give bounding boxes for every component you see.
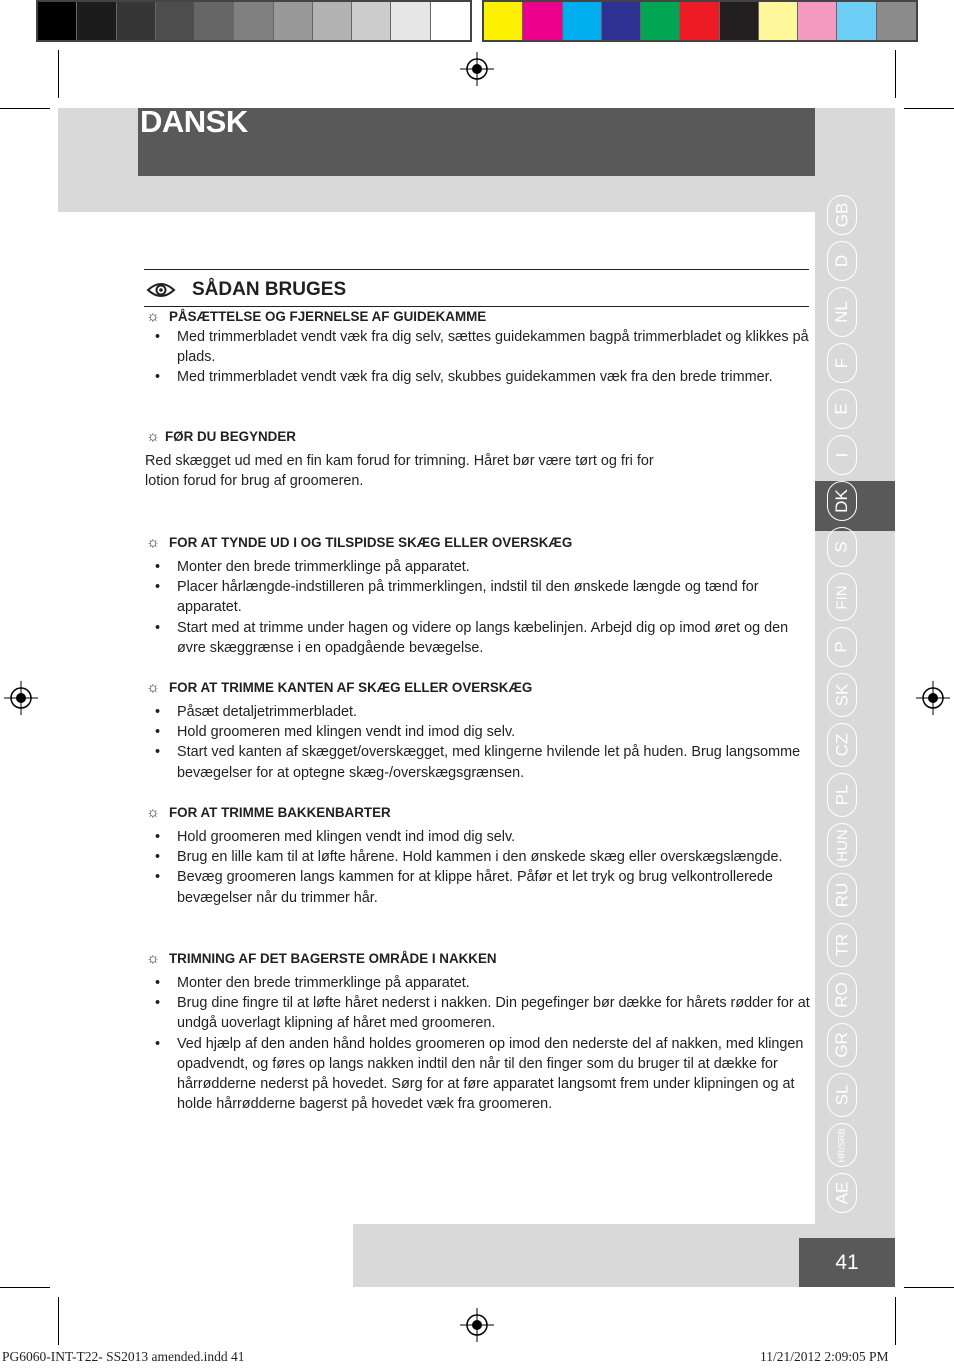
language-tab[interactable] xyxy=(827,527,857,567)
list-item: • Med trimmerbladet vendt væk fra dig selv, skubbes guidekammen væk fra den brede trimmer. xyxy=(145,367,810,387)
footer-file-name: PG6060-INT-T22- SS2013 amended.indd 41 xyxy=(2,1349,245,1364)
language-tab-label: HR/SRB xyxy=(836,1127,847,1163)
color-swatch xyxy=(234,2,273,40)
language-tab-label: GB xyxy=(832,202,851,228)
language-tab-label: CZ xyxy=(831,733,851,757)
language-tab[interactable] xyxy=(827,923,857,967)
list-item: • Ved hjælp af den anden hånd holdes groomeren op imod den nederste del af nakken, med klingen opadvendt, og føres op langs nakken indtil den når til den finger som du bruger til at dække for hårrødderne nederst på hovedet. Sørg for at føre apparatet langsomt frem under klipningen og at holde hårrødderne bagerst på hovedet væk fra groomeren. xyxy=(145,1034,810,1115)
language-tab[interactable] xyxy=(827,973,857,1017)
language-tab[interactable] xyxy=(827,1173,857,1213)
subsection-title: FØR DU BEGYNDER xyxy=(165,428,296,444)
eye-icon xyxy=(146,280,176,300)
color-swatch xyxy=(195,2,234,40)
sun-icon: ☼ xyxy=(146,803,160,821)
subsection xyxy=(145,427,810,491)
crop-mark xyxy=(895,50,896,98)
language-tab-label: NL xyxy=(831,301,851,323)
color-swatch xyxy=(563,2,602,40)
section-title: SÅDAN BRUGES xyxy=(192,279,347,300)
subsection-title: FOR AT TYNDE UD I OG TILSPIDSE SKÆG ELLER OVERSKÆG xyxy=(169,534,573,550)
list-item: • Monter den brede trimmerklinge på apparatet. xyxy=(145,557,810,577)
language-tab-label: GR xyxy=(832,1032,851,1058)
subsection-title: TRIMNING AF DET BAGERSTE OMRÅDE I NAKKEN xyxy=(169,950,497,966)
language-tab[interactable] xyxy=(827,1073,857,1117)
crop-mark xyxy=(895,1297,896,1345)
sun-icon: ☼ xyxy=(146,949,160,967)
color-swatch xyxy=(798,2,837,40)
language-tab[interactable] xyxy=(827,873,857,917)
sun-icon: ☼ xyxy=(146,533,160,551)
bullet-list xyxy=(145,827,810,908)
language-tab-label: D xyxy=(832,254,851,268)
subsection xyxy=(145,307,810,388)
list-item: • Bevæg groomeren langs kammen for at klippe håret. Påfør et let tryk og brug velkontrollerede bevægelser når du trimmer hår. xyxy=(145,867,810,907)
color-swatch xyxy=(156,2,195,40)
subsection-heading xyxy=(145,803,810,823)
color-swatch xyxy=(431,2,470,40)
language-tab-label: F xyxy=(831,357,851,369)
subsection-heading xyxy=(145,533,810,553)
section-heading xyxy=(146,279,346,301)
color-swatch xyxy=(877,2,916,40)
subsection-title: PÅSÆTTELSE OG FJERNELSE AF GUIDEKAMME xyxy=(169,308,487,324)
language-tab-label: E xyxy=(832,403,851,415)
crop-mark xyxy=(904,1287,954,1288)
registration-mark-icon xyxy=(460,52,494,86)
language-tab[interactable] xyxy=(827,723,857,767)
list-item: • Brug dine fingre til at løfte håret nederst i nakken. Din pegefinger bør dække for hårets rødder for at undgå uoverlagt klipning af håret med groomeren. xyxy=(145,993,810,1033)
color-swatch xyxy=(77,2,116,40)
paragraph xyxy=(145,451,810,491)
subsection xyxy=(145,803,810,908)
crop-mark xyxy=(904,108,954,109)
sun-icon: ☼ xyxy=(146,307,160,325)
subsection xyxy=(145,533,810,658)
language-tab[interactable] xyxy=(827,1023,857,1067)
subsection xyxy=(145,678,810,783)
language-tab-label: RO xyxy=(832,982,851,1008)
language-tab-label: PL xyxy=(831,784,851,806)
sun-icon: ☼ xyxy=(146,427,160,445)
color-swatch xyxy=(274,2,313,40)
list-item: • Placer hårlængde-indstilleren på trimmerklingen, indstil til den ønskede længde og tænd for apparatet. xyxy=(145,577,810,617)
page-number: 41 xyxy=(799,1238,895,1287)
paragraph-line: lotion forud for brug af groomeren. xyxy=(145,473,364,490)
color-swatch xyxy=(313,2,352,40)
language-tab[interactable] xyxy=(827,389,857,429)
crop-mark xyxy=(58,50,59,98)
color-swatch xyxy=(117,2,156,40)
language-tab-label: DK xyxy=(832,489,851,513)
color-swatch-bar xyxy=(482,0,918,42)
language-tab[interactable] xyxy=(827,673,857,717)
color-swatch xyxy=(38,2,77,40)
subsection xyxy=(145,949,810,1114)
subsection-heading xyxy=(145,427,810,447)
language-tab-label: I xyxy=(831,452,851,458)
divider xyxy=(144,269,809,270)
subsection-title: FOR AT TRIMME KANTEN AF SKÆG ELLER OVERSKÆG xyxy=(169,679,533,695)
sun-icon: ☼ xyxy=(146,678,160,696)
language-tab-label: HUN xyxy=(833,828,851,862)
list-item: • Monter den brede trimmerklinge på apparatet. xyxy=(145,973,810,993)
color-swatch xyxy=(352,2,391,40)
language-tab[interactable] xyxy=(827,1123,857,1167)
language-tab-label: FIN xyxy=(833,584,851,610)
list-item: • Brug en lille kam til at løfte hårene. Hold kammen i den ønskede skæg eller overskægslængde. xyxy=(145,847,810,867)
language-tab-label: RU xyxy=(832,882,851,908)
language-tab[interactable] xyxy=(827,481,857,521)
crop-mark xyxy=(0,1287,50,1288)
language-tab-label: SL xyxy=(831,1084,851,1106)
language-tab[interactable] xyxy=(827,573,857,621)
bullet-list xyxy=(145,702,810,783)
crop-mark xyxy=(58,1297,59,1345)
list-item: • Start ved kanten af skægget/overskægget, med klingerne hvilende let på huden. Brug langsomme bevægelser for at optegne skæg-/overskægsgrænsen. xyxy=(145,742,810,782)
bullet-list xyxy=(145,973,810,1114)
language-tab[interactable] xyxy=(827,241,857,281)
color-swatch xyxy=(720,2,759,40)
subsection-heading xyxy=(145,307,810,327)
language-tab-label: AE xyxy=(832,1181,851,1205)
language-tab[interactable] xyxy=(827,287,857,337)
language-tab[interactable] xyxy=(827,627,857,667)
registration-mark-icon xyxy=(4,681,38,715)
list-item: • Hold groomeren med klingen vendt ind imod dig selv. xyxy=(145,827,810,847)
color-swatch xyxy=(391,2,430,40)
color-swatch xyxy=(484,2,523,40)
language-tab[interactable] xyxy=(827,195,857,235)
subsection-heading xyxy=(145,678,810,698)
subsection-heading xyxy=(145,949,810,969)
footer-timestamp: 11/21/2012 2:09:05 PM xyxy=(760,1349,889,1364)
page-title: DANSK xyxy=(140,104,248,139)
color-swatch xyxy=(759,2,798,40)
language-tab-label: TR xyxy=(831,933,851,957)
color-swatch xyxy=(602,2,641,40)
list-item: • Hold groomeren med klingen vendt ind imod dig selv. xyxy=(145,722,810,742)
language-tab[interactable] xyxy=(827,773,857,817)
list-item: • Start med at trimme under hagen og videre op langs kæbelinjen. Arbejd dig op imod øret og den øvre skæggrænse i en opadgående bevægelse. xyxy=(145,618,810,658)
language-tab[interactable] xyxy=(827,343,857,383)
color-swatch xyxy=(523,2,562,40)
grayscale-swatch-bar xyxy=(36,0,472,42)
color-swatch xyxy=(837,2,876,40)
language-tab-label: SK xyxy=(832,683,851,707)
registration-mark-icon xyxy=(916,681,950,715)
color-swatch xyxy=(641,2,680,40)
bullet-list xyxy=(145,557,810,658)
language-tab-label: S xyxy=(832,541,851,553)
bullet-list xyxy=(145,327,810,388)
language-tab[interactable] xyxy=(827,823,857,867)
crop-mark xyxy=(0,108,50,109)
registration-mark-icon xyxy=(460,1308,494,1342)
subsection-title: FOR AT TRIMME BAKKENBARTER xyxy=(169,804,391,820)
language-tab-label: P xyxy=(832,641,851,653)
list-item: • Påsæt detaljetrimmerbladet. xyxy=(145,702,810,722)
paragraph-line: Red skægget ud med en fin kam forud for trimning. Håret bør være tørt og fri for xyxy=(145,453,654,469)
language-tab[interactable] xyxy=(827,435,857,475)
list-item: • Med trimmerbladet vendt væk fra dig selv, sættes guidekammen bagpå trimmerbladet og klikkes på plads. xyxy=(145,327,810,367)
color-swatch xyxy=(680,2,719,40)
